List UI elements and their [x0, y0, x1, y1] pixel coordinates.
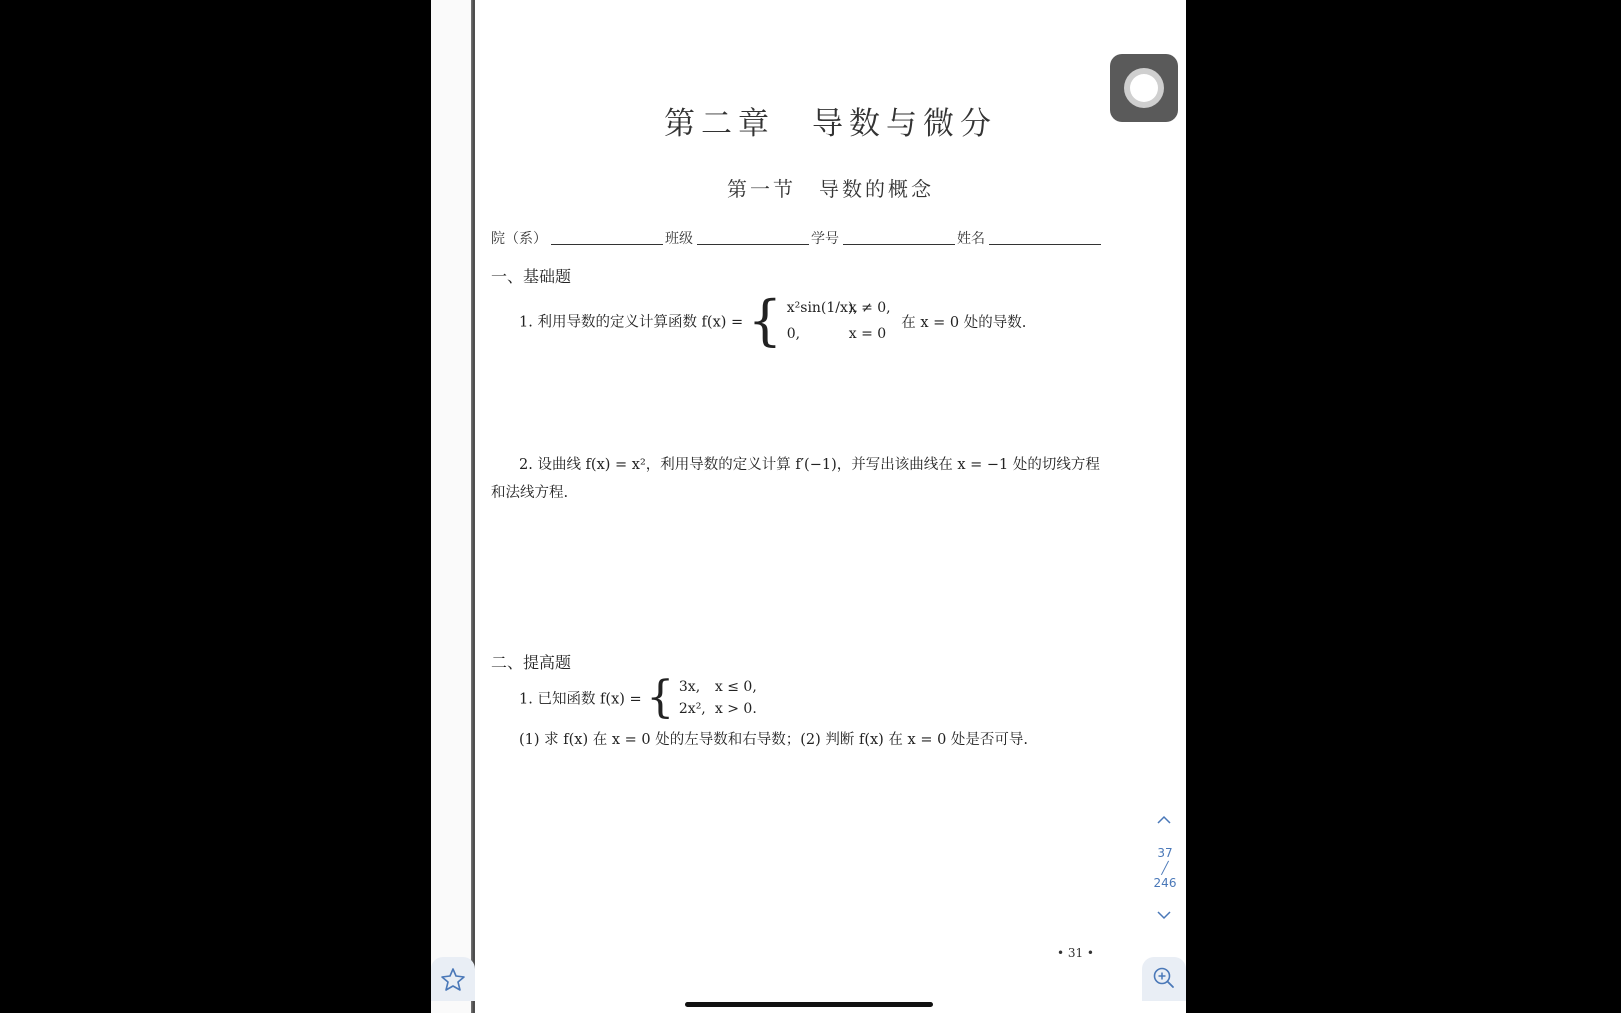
home-indicator[interactable] [685, 1002, 933, 1007]
case2-condition: x > 0. [714, 701, 757, 717]
page-indicator [1148, 846, 1182, 891]
name-label: 姓名 [957, 231, 985, 247]
part1-heading: 一、基础题 [491, 267, 572, 286]
screen-record-button[interactable] [1110, 54, 1178, 122]
q1-suffix: 在 x = 0 处的导数. [901, 314, 1027, 331]
student-info-fields [491, 228, 1103, 248]
star-icon [431, 957, 475, 1001]
page-separator: ╱ [1161, 861, 1169, 875]
dept-blank [551, 243, 663, 245]
bookmark-button[interactable] [431, 957, 475, 1001]
section-title: 第一节 导数的概念 [727, 177, 934, 201]
part1-question-2-line2: 和法线方程. [491, 485, 569, 501]
record-icon [1124, 68, 1164, 108]
part2-heading: 二、提高题 [491, 653, 572, 672]
class-blank [697, 243, 809, 245]
chevron-down-icon [1154, 908, 1174, 922]
case2-value: 0, [786, 326, 801, 342]
case2-condition: x = 0 [848, 326, 887, 342]
page-margin [431, 0, 471, 1013]
next-page-button[interactable] [1154, 907, 1174, 926]
chapter-title: 第二章 导数与微分 [664, 106, 997, 142]
piecewise-cases [787, 295, 891, 347]
pdf-viewer[interactable] [431, 0, 1186, 1013]
chevron-up-icon [1154, 813, 1174, 827]
page-number: • 31 • [1056, 946, 1094, 960]
part1-question-1 [519, 289, 1027, 352]
case-brace: { [646, 672, 675, 723]
document-page [475, 0, 1186, 1013]
part1-question-2-line1: 2. 设曲线 f(x) = x²，利用导数的定义计算 f′(−1)，并写出该曲线在 x = −1 处的切线方程 [519, 457, 1100, 473]
case-brace: { [747, 289, 783, 352]
part2-question-1-sub: (1) 求 f(x) 在 x = 0 处的左导数和右导数；(2) 判断 f(x) 在 x = 0 处是否可导. [519, 732, 1029, 748]
q1-prefix: 1. 利用导数的定义计算函数 f(x) = [519, 314, 744, 331]
p2q1-prefix: 1. 已知函数 f(x) = [519, 691, 642, 708]
case1-value: 3x, [678, 679, 701, 695]
case1-condition: x ≠ 0, [848, 300, 891, 316]
class-label: 班级 [665, 231, 693, 247]
case1-value: x²sin(1/x), [786, 300, 858, 316]
zoom-button[interactable] [1142, 957, 1186, 1001]
part2-question-1 [519, 672, 757, 723]
piecewise-cases [679, 676, 757, 720]
current-page: 37 [1157, 846, 1173, 860]
dept-label: 院（系） [491, 231, 547, 247]
zoom-in-icon [1142, 957, 1186, 1001]
prev-page-button[interactable] [1154, 812, 1174, 831]
name-blank [989, 243, 1101, 245]
id-blank [843, 243, 955, 245]
total-pages: 246 [1153, 876, 1177, 890]
case1-condition: x ≤ 0, [714, 679, 757, 695]
case2-value: 2x², [678, 701, 706, 717]
id-label: 学号 [811, 231, 839, 247]
